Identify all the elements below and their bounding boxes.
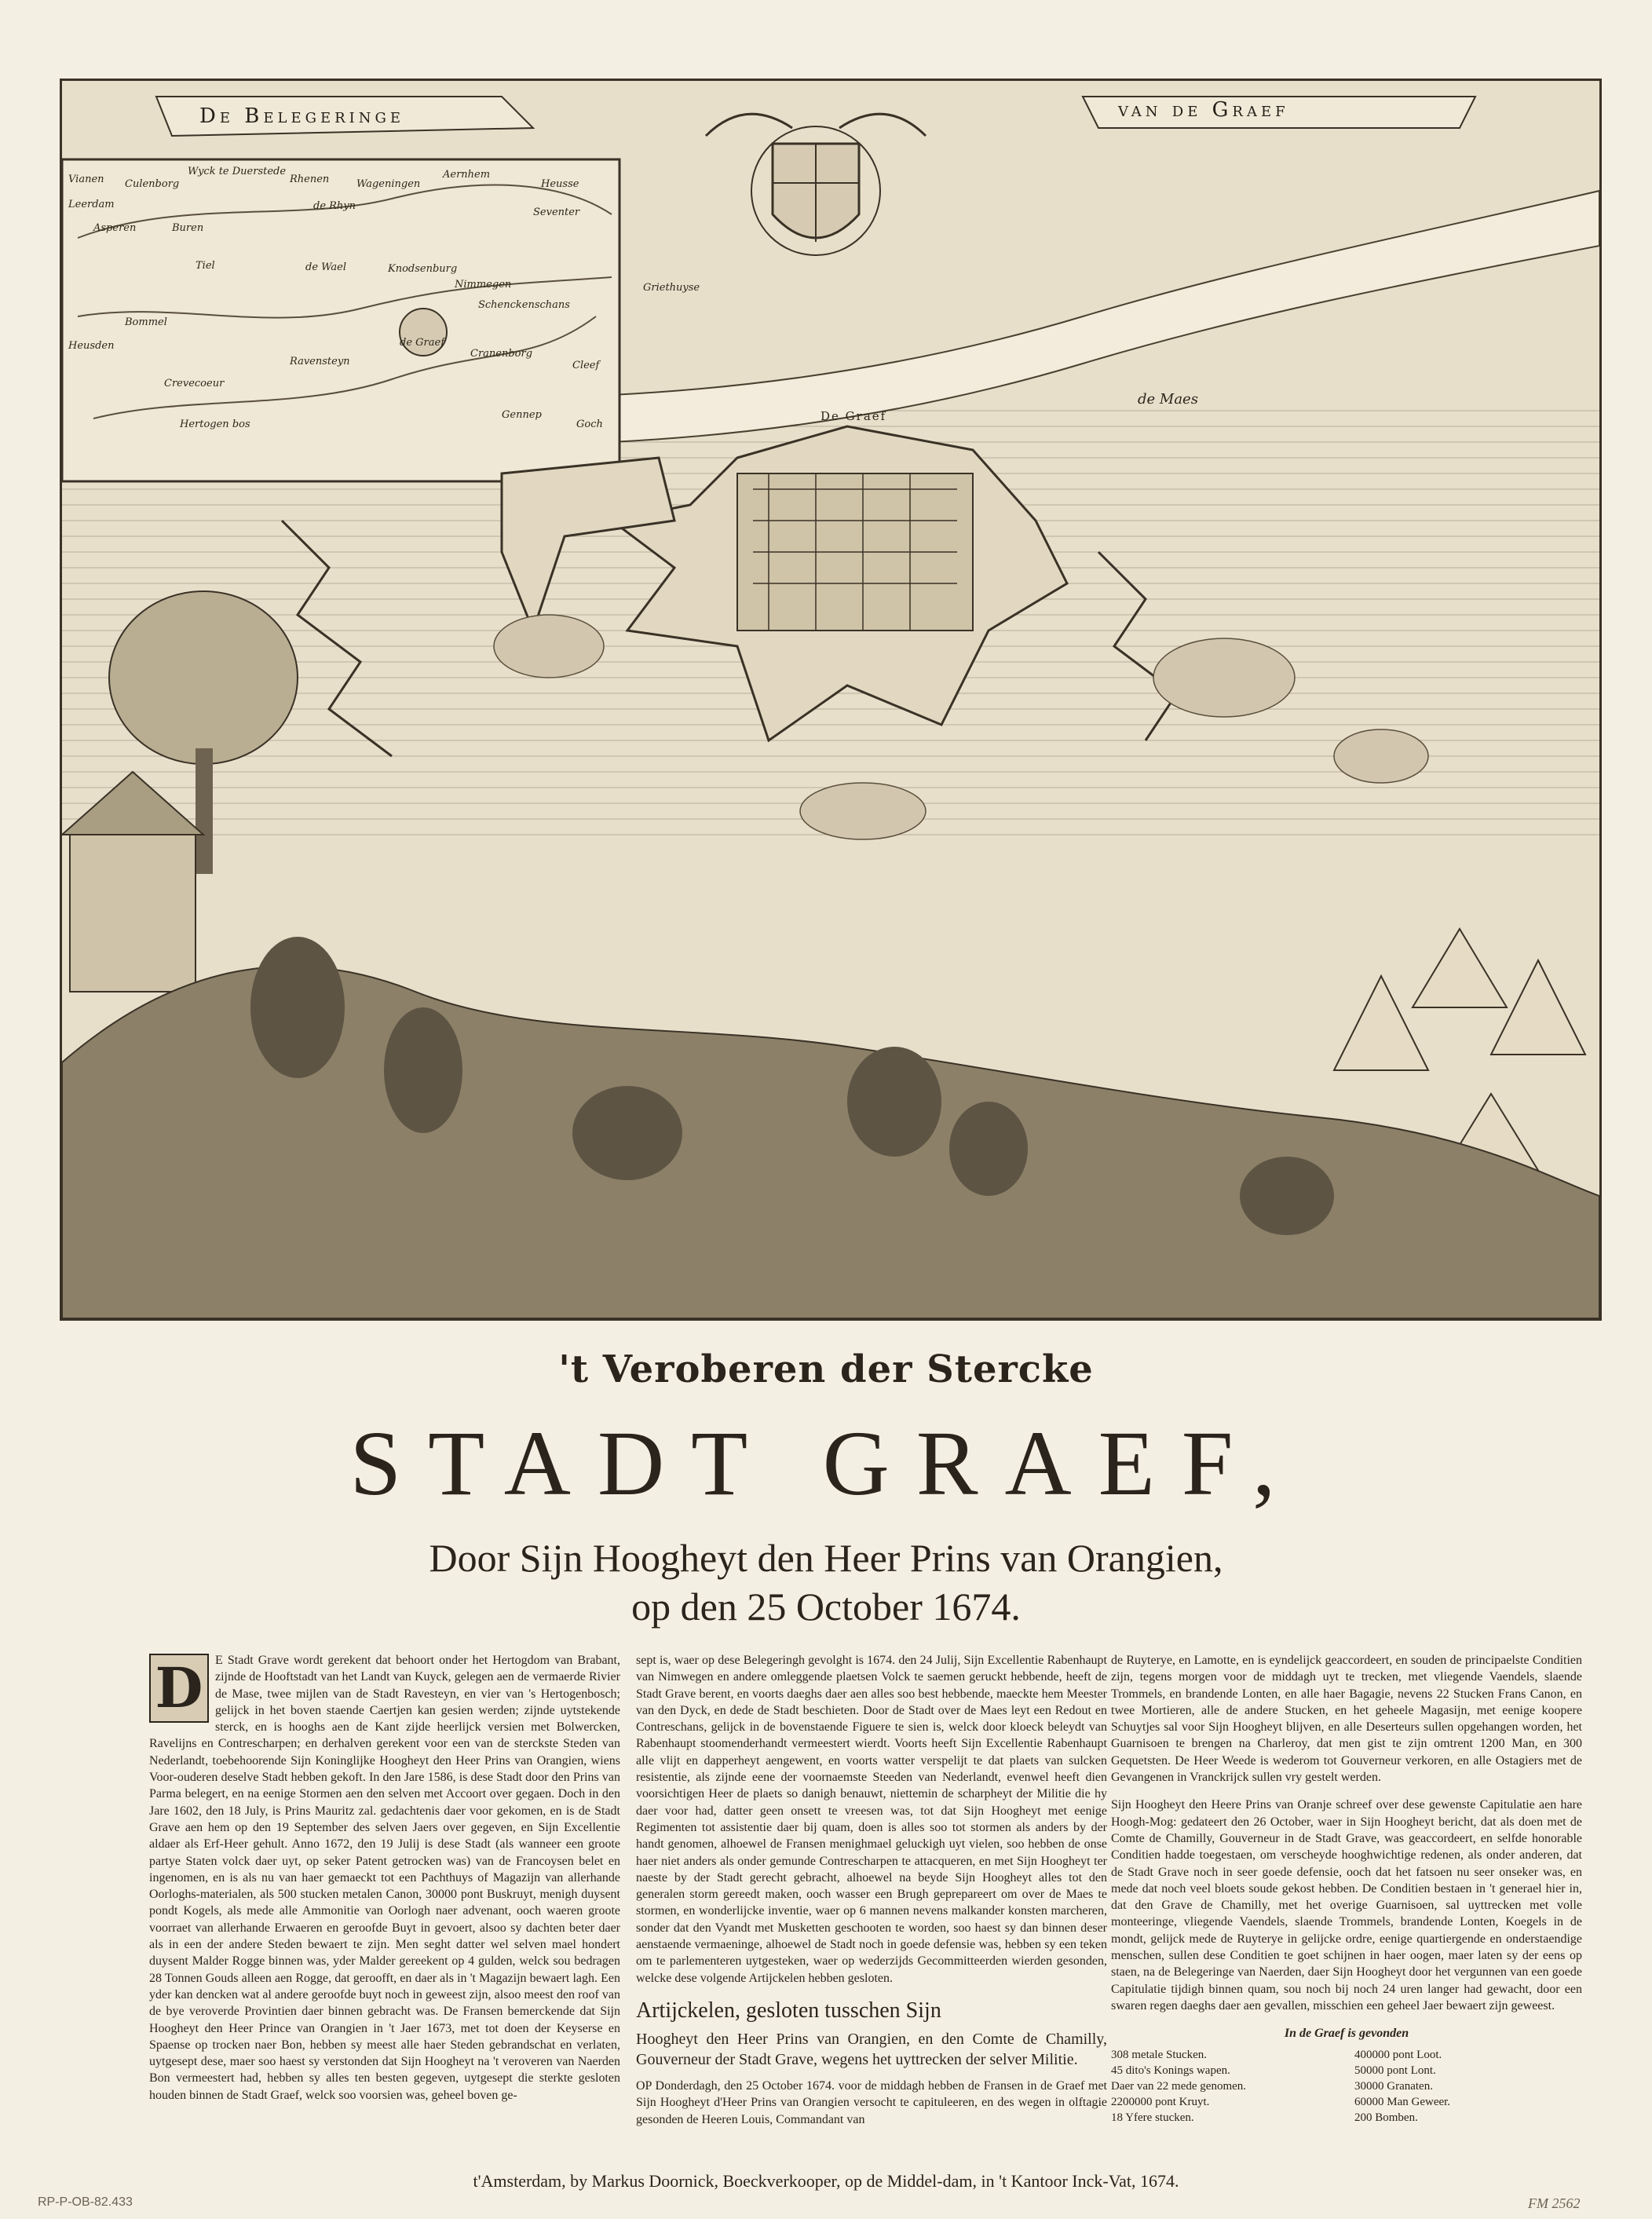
- title-line-1: Door Sijn Hoogheyt den Heer Prins van Orangien,: [429, 1536, 1223, 1580]
- title-main: STADT GRAEF,: [349, 1412, 1303, 1515]
- inset-place: Cranenborg: [470, 348, 533, 360]
- inset-de-graef-marker: [400, 309, 447, 356]
- column-1-text: E Stadt Grave wordt gerekent dat behoort onder het Hertogdom van Brabant, zijnde de Hooftstadt van het Landt van Kuyck, gelegen aen de vermaerde Rivier de Mase, twee mijlen van de Stadt Ravesteyn, en vier van 's Hertogenbosch; gelijck in het boven staende Caertjen kan gesien werden; zijnde uytstekende sterck, en is hooghs aen de Kant zijde heerlijck versien met Bolwercken, Ravelijns en Contrescharpen; en derhalven gerekent voor een van de sterckste Steden van Nederlandt, toebehoorende Sijn Koninglijke Hoogheyt den Heer Prins van Orangien, wiens Voor-ouderen deselve Stadt hebben gekoft. In den Jare 1586, is dese Stadt door den Prins van Parma belegert, en na eenige Stormen aen den selven met Accoort over gegaen. Doch in den Jare 1602, den 18 July, is Prins Mauritz zal. gedachtenis daer voor gekomen, en is de Stadt Grave aen hem op den 19 September des selven Jaers over gegeven, en Sijn Excellentie aldaer als Erf-Heer gehult. Anno 1672, den 19 Julij is dese Stadt (als wanneer een groote partye Staten volck daer uyt, op seker Patent getrocken was) van de Francoysen belet en ingenomen, en is als nu van haer gemaeckt tot een Pachthuys of Magazijn van allerhande Oorloghs-materialen, als 500 stucken metalen Canon, 30000 pont Buskruyt, menigh duysent pondt Kogels, als mede alle Ammonitie van Oorlogh naer advenant, ooch waeren groote voorraet van allerhande Erwaeren en geroofde Buyt in gevoert, alsoo sy dachten beter daer als in een der andere Steden bewaert te zijn. Men seght datter wel selven mael hondert duysent Malder Rogge binnen was, yder Malder gereekent op 4 gulden, welck sou bedragen 28 Tonnen Gouds alleen aen Rogge, dat geroofft, en daer als in 't Magazijn bewaert lagh. Een yder kan dencken wat al andere geroofde buyt noch in geweest zijn, alsoo meest den roof van de bye veroverde Provintien daer binnen gebracht was. De Fransen bemerckende dat Sijn Hoogheyt den Heer Prince van Orangien in 't Jaer 1673, met tot doen der Keyserse en Spaense op trocken naer Bon, hebben sy meest alle haer Steden gebrandschat en verlaten, uytgesept dese, maer soo haest sy verstonden dat Sijn Hoogheyt na 't veroveren van Naerden Bon vermeestert had, hebben sy alles ten besten gegeven, uytgesept die sterkte gesloten houden binnen de Stadt Graef, welck soo voorsien was, geheel boven ge-: [149, 1654, 620, 2102]
- inset-place: de Graef: [400, 337, 445, 349]
- inset-place: Nimmegen: [455, 279, 512, 291]
- inventory-item: 18 Yfere stucken.: [1111, 2111, 1194, 2124]
- inset-place: Cleef: [572, 360, 600, 371]
- inset-place: Asperen: [93, 222, 137, 234]
- column-3-text-b: Sijn Hoogheyt den Heere Prins van Oranje schreef over dese gewenste Capitulatie aen hare Hoogh-Mog: gedateert den 26 October, waer in Sijn Hoogheyt bericht, dat als doen met de Comte de Chamilly, Gouverneur in de Stadt Grave, was geaccordeert, en selfde honorable Conditien hadde toegestaen, om verscheyde hooghwichtige redenen, als onder anderen, dat de Stadt Grave noch in seer goede defensie, ooch dat het fatsoen nu seer onseker was, en mede dat noch veel bloets soude gekost hebben. De Conditien bestaen in 't generael hier in, dat den Grave de Chamilly, met het overige Guarnisoen, sal uyttrecken met volle monteeringe, vliegende Vaendels, slaende Trommels, brandende Lonten, Koegels in de mondt, gelijck mede de Ruyterye in gelijcke ordre, eenige quartiergende en onderstaendige menschen, sullen dese Conditien te goet schijnen in haer oogen, maer laten sy der eens op staen, na de Belegeringe van Naerden, daer Sijn Hoogheyt door het vergunnen van een goede Capitulatie tijdigh binnen quam, sou noch bij noch 24 uren langer had gewacht, door een swaren regen daeghs daer aen gevallen, misschien een geheel Jaer bewaert zijn geweest.: [1111, 1798, 1582, 2012]
- title-line-2: op den 25 October 1674.: [631, 1585, 1021, 1629]
- title-subtitle: 't Veroberen der Stercke: [558, 1347, 1094, 1391]
- river-label: de Maes: [1138, 391, 1198, 408]
- inset-place: Culenborg: [125, 178, 180, 190]
- inset-place: Bommel: [125, 316, 167, 328]
- banner-right-text: van de Graef: [1118, 98, 1289, 122]
- inventory-item: 30000 Granaten.: [1354, 2079, 1433, 2093]
- catalog-number-right: FM 2562: [1528, 2195, 1581, 2211]
- inset-place: Vianen: [68, 174, 104, 185]
- inset-place: de Rhyn: [313, 200, 356, 212]
- inset-place: Heusden: [68, 340, 115, 352]
- inset-place: Buren: [172, 222, 204, 234]
- column-3-text-a: de Ruyterye, en Lamotte, en is eyndelijck geaccordeert, en souden de principaelste Conditien zijn, tegens morgen voor de middagh uyt te trecken, met vliegende Vaendels, slaende Trommels, en brandende Lonten, en alle haer Bagagie, nevens 22 Stucken Frans Canon, en twee Mortieren, alle de andere Stucken, en het geheele Magasijn, met eenige koopere Schuytjes sal voor Sijn Hoogheyt blijven, en alle Deserteurs sullen opgehangen worden, het Guarnisoen te brengen na Charleroy, dat men gist te zijn omtrent 1200 Man, en 300 Gequetsten. De Heer Weede is wederom tot Gouverneur verkoren, en alle Ostagiers met de Gevangenen in Vranckrijck sullen vry gestelt werden.: [1111, 1654, 1582, 1785]
- inset-place: Goch: [576, 419, 603, 430]
- town-label: De Graef: [821, 409, 887, 423]
- inset-place: Leerdam: [68, 199, 115, 210]
- inset-place: Griethuyse: [643, 282, 700, 294]
- inset-place: Knodsenburg: [388, 263, 458, 275]
- banner-left-text: De Belegeringe: [199, 104, 405, 128]
- inventory-item: Daer van 22 mede genomen.: [1111, 2079, 1247, 2093]
- catalog-number-left: RP-P-OB-82.433: [38, 2195, 133, 2209]
- inventory-item: 60000 Man Geweer.: [1354, 2095, 1451, 2108]
- inventory-item: 45 dito's Konings wapen.: [1111, 2064, 1230, 2077]
- text-column-3: [1111, 1652, 1582, 2126]
- articles-subheading: Hoogheyt den Heer Prins van Orangien, en den Comte de Chamilly, Gouverneur der Stadt Grave, wegens het uyttrecken der selver Militie.: [636, 2030, 1107, 2068]
- inset-place: Crevecoeur: [164, 378, 225, 389]
- inventory-item: 50000 pont Lont.: [1354, 2064, 1436, 2077]
- text-column-2: [636, 1652, 1107, 2128]
- publisher-imprint: t'Amsterdam, by Markus Doornick, Boeckverkooper, op de Middel-dam, in 't Kantoor Inck-Vat, 1674.: [473, 2171, 1179, 2191]
- inventory-item: 308 metale Stucken.: [1111, 2048, 1208, 2061]
- inset-place: Rhenen: [290, 174, 330, 185]
- engraving-print: [60, 79, 1602, 1321]
- drop-capital: D: [149, 1654, 209, 1723]
- inset-place: Heusse: [541, 178, 579, 190]
- inventory-heading: In de Graef is gevonden: [1284, 2027, 1409, 2041]
- articles-text: OP Donderdagh, den 25 October 1674. voor de middagh hebben de Fransen in de Graef met Sijn Hoogheyt d'Heer Prins van Orangien versocht te capituleeren, en des wegen in olftagie gesonden de Heeren Louis, Commandant van: [636, 2078, 1107, 2126]
- inset-place: Hertogen bos: [180, 419, 250, 430]
- inventory-item: 200 Bomben.: [1354, 2111, 1418, 2124]
- inset-place: Schenckenschans: [478, 299, 570, 311]
- inventory-list: [1111, 2047, 1582, 2126]
- inset-place: Seventer: [533, 207, 580, 218]
- inset-place: Gennep: [502, 409, 542, 421]
- inset-place: Ravensteyn: [290, 356, 350, 367]
- inset-place: Tiel: [196, 260, 215, 272]
- inset-place: Aernhem: [443, 169, 491, 181]
- articles-heading: Artijckelen, gesloten tusschen Sijn: [636, 1998, 941, 2023]
- inventory-item: 2200000 pont Kruyt.: [1111, 2095, 1210, 2108]
- siege-engraving: [62, 81, 1599, 1318]
- inset-place: Wageningen: [356, 178, 421, 190]
- inset-place: Wyck te Duerstede: [188, 166, 287, 177]
- column-2-text: sept is, waer op dese Belegeringh gevolght is 1674. den 24 Julij, Sijn Excellentie Rabenhaupt van Nimwegen en andere omleggende plaetsen Volck te saemen geruckt hebbende, heeft de Stadt Grave berent, en voorts daeghs daer aen alles soo best hebbende, maeckte hem Meester van den Dyck, en dede de Stadt beschieten. Door de Stadt over de Maes leyt een Redout en Contreschans, gelijck in de bovenstaende Figuere te sien is, welck door kloeck beleydt van Rabenhaupt stoomenderhandt vermeestert wierdt. Voorts heeft Sijn Excellentie Rabenhaupt alle vlijt en dapperheyt aengewent, en voorts watter verspelijt te dat plaets van sulcken resistentie, als zijnde eene der voornaemste Steeden van Nederlandt, evenwel heeft dien voorsichtigen Heer de plaets so danigh benauwt, niettemin de scharpheyt der Militie die hy daer voor had, datter geen onsett te vreesen was, tot dat Sijn Hoogheyt met eenige Regimenten tot assistentie daer bij quam, doen is alles soo tot stormen als anders by der handt genomen, alhoewel de Fransen menighmael geluckigh uyt vielen, soo hebben de onse haer niet anders als onder gemunde Contrescharpen te attacqueren, en met Sijn Hoogheyt ter naeste by der Stadt gerecht gebracht, alhoewel na beyde Sijn Hoogheyt alles tot den generalen storm gereedt maken, ooch wasser een Brugh geprepareert om over de Maes te stormen, en wonderlijcke inventie, waer op 6 mannen nevens malkander konsten marcheren, sonder dat den Vyandt met Musketten geschooten te worden, soo haest sy dan binnen deser aenstaende vermaeninge, alhoewel de Stadt noch in goede defensie was, hebben sy een teken om te parlementeren uytgesteken, waer op wederzijds Gecommitteerden wierden gesonden, welcke dese volgende Artijckelen hebben gesloten.: [636, 1654, 1107, 1985]
- inset-place: de Wael: [305, 261, 346, 273]
- inventory-item: 400000 pont Loot.: [1354, 2048, 1442, 2061]
- text-column-1: [149, 1652, 620, 2104]
